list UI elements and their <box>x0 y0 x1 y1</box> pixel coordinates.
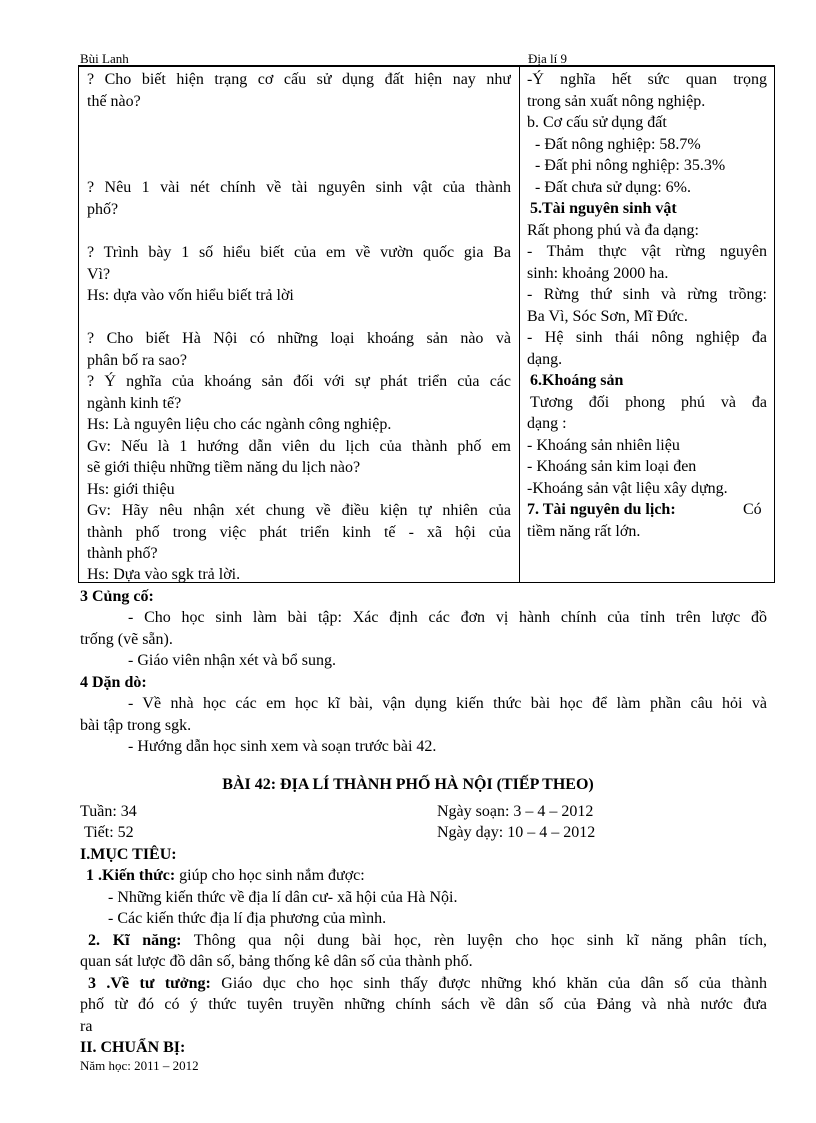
footer-school-year: Năm học: 2011 – 2012 <box>80 1058 199 1073</box>
lesson-table <box>78 66 775 583</box>
table-left-line: Vì? <box>87 266 111 283</box>
table-right-line: trong sản xuất nông nghiệp. <box>527 93 706 110</box>
header-subject: Địa lí 9 <box>528 51 567 66</box>
lesson-prep-date: Ngày soạn: 3 – 4 – 2012 <box>437 803 594 820</box>
table-left-line: thế nào? <box>87 93 141 110</box>
table-right-line: - Thảm thực vật rừng nguyên <box>527 243 767 260</box>
table-left-line: thành phố trong việc phát triển kinh tế - xã hội của <box>87 524 511 541</box>
section-heading-muc-tieu: I.MỤC TIÊU: <box>80 846 177 863</box>
table-right-line: Ba Vì, Sóc Sơn, Mĩ Đức. <box>527 308 688 325</box>
table-column-divider <box>519 67 520 582</box>
table-right-line: - Hệ sinh thái nông nghiệp đa <box>527 329 767 346</box>
cung-co-line: - Giáo viên nhận xét và bổ sung. <box>128 652 336 669</box>
knowledge-text: giúp cho học sinh nắm được: <box>175 867 365 884</box>
table-right-line: -Khoáng sản vật liệu xây dựng. <box>527 480 728 497</box>
table-right-line: - Khoáng sản nhiên liệu <box>527 437 680 454</box>
table-right-line: dạng : <box>527 415 567 432</box>
table-right-line: dạng. <box>527 351 563 368</box>
table-right-line: Có <box>743 501 762 518</box>
skill-text: Thông qua nội dung bài học, rèn luyện cho học sinh kĩ năng phân tích, <box>181 932 767 949</box>
table-left-line: phân bố ra sao? <box>87 352 187 369</box>
knowledge-label: 1 .Kiến thức: <box>86 867 176 884</box>
table-right-line: Tương đối phong phú và đa <box>530 394 767 411</box>
table-right-line: tiềm năng rất lớn. <box>527 523 641 540</box>
table-right-line: - Đất nông nghiệp: 58.7% <box>535 136 701 153</box>
skill-label: 2. Kĩ năng: <box>88 932 182 949</box>
table-right-line: - Đất phi nông nghiệp: 35.3% <box>535 157 726 174</box>
table-left-line: ? Trình bày 1 số hiểu biết của em về vườn quốc gia Ba <box>87 244 511 261</box>
dan-do-line: - Hướng dẫn học sinh xem và soạn trước bài 42. <box>128 738 437 755</box>
muc-tieu-knowledge <box>86 865 365 887</box>
muc-tieu-skill <box>88 930 767 952</box>
table-left-line: phố? <box>87 201 119 218</box>
table-left-line: ? Ý nghĩa của khoáng sản đối với sự phát triển của các <box>87 373 511 390</box>
lesson-week: Tuần: 34 <box>80 803 137 820</box>
table-left-line: ? Cho biết Hà Nội có những loại khoáng sản nào và <box>87 330 511 347</box>
attitude-text: Giáo dục cho học sinh thấy được những khó khăn của dân số của thành <box>210 975 767 992</box>
cung-co-line: trống (vẽ sẵn). <box>80 631 173 648</box>
muc-tieu-line: - Những kiến thức về địa lí dân cư- xã hội của Hà Nội. <box>108 889 458 906</box>
lesson-teach-date: Ngày dạy: 10 – 4 – 2012 <box>437 824 596 841</box>
attitude-label: 3 .Về tư tưởng: <box>88 975 211 992</box>
table-right-line: - Đất chưa sử dụng: 6%. <box>535 179 691 196</box>
table-right-heading: 7. Tài nguyên du lịch: <box>527 501 676 518</box>
table-left-line: Gv: Hãy nêu nhận xét chung về điều kiện tự nhiên của <box>87 502 511 519</box>
table-right-line: Rất phong phú và đa dạng: <box>527 222 699 239</box>
table-left-line: Hs: dựa vào vốn hiểu biết trả lời <box>87 287 294 304</box>
table-right-line: sinh: khoảng 2000 ha. <box>527 265 669 282</box>
table-left-line: ? Nêu 1 vài nét chính về tài nguyên sinh vật của thành <box>87 179 511 196</box>
table-left-line: ? Cho biết hiện trạng cơ cấu sử dụng đất hiện nay như <box>87 71 511 88</box>
lesson-title: BÀI 42: ĐỊA LÍ THÀNH PHỐ HÀ NỘI (TIẾP THEO) <box>222 776 594 793</box>
table-right-line: b. Cơ cấu sử dụng đất <box>527 114 667 131</box>
table-right-line: -Ý nghĩa hết sức quan trọng <box>527 71 767 88</box>
table-right-heading: 6.Khoáng sản <box>530 372 624 389</box>
cung-co-line: - Cho học sinh làm bài tập: Xác định các đơn vị hành chính của tỉnh trên lược đồ <box>128 609 767 626</box>
table-left-line: Hs: giới thiệu <box>87 481 175 498</box>
section-heading-dan-do: 4 Dặn dò: <box>80 674 147 691</box>
table-left-line: ngành kinh tế? <box>87 395 182 412</box>
header-author: Bùi Lanh <box>80 51 129 66</box>
dan-do-line: bài tập trong sgk. <box>80 717 192 734</box>
table-left-line: thành phố? <box>87 545 158 562</box>
dan-do-line: - Về nhà học các em học kĩ bài, vận dụng kiến thức bài học để làm phần câu hỏi và <box>128 695 767 712</box>
table-left-line: Gv: Nếu là 1 hướng dẫn viên du lịch của thành phố em <box>87 438 511 455</box>
muc-tieu-attitude <box>88 973 767 995</box>
table-left-line: Hs: Là nguyên liệu cho các ngành công nghiệp. <box>87 416 392 433</box>
section-heading-cung-co: 3 Củng cố: <box>80 588 154 605</box>
muc-tieu-line: - Các kiến thức địa lí địa phương của mình. <box>108 910 387 927</box>
table-right-line: - Rừng thứ sinh và rừng trồng: <box>527 286 767 303</box>
muc-tieu-line: phố từ đó có ý thức tuyên truyền những chính sách về dân số của Đảng và nhà nước đưa <box>80 996 767 1013</box>
table-right-line: - Khoáng sản kim loại đen <box>527 458 697 475</box>
table-left-line: Hs: Dựa vào sgk trả lời. <box>87 566 241 583</box>
muc-tieu-line: ra <box>80 1018 93 1035</box>
table-right-heading: 5.Tài nguyên sinh vật <box>530 200 677 217</box>
muc-tieu-line: quan sát lược đồ dân số, bảng thống kê dân số của thành phố. <box>80 953 473 970</box>
lesson-period: Tiết: 52 <box>84 824 134 841</box>
table-left-line: sẽ giới thiệu những tiềm năng du lịch nào? <box>87 459 361 476</box>
section-heading-chuan-bi: II. CHUẨN BỊ: <box>80 1039 186 1056</box>
